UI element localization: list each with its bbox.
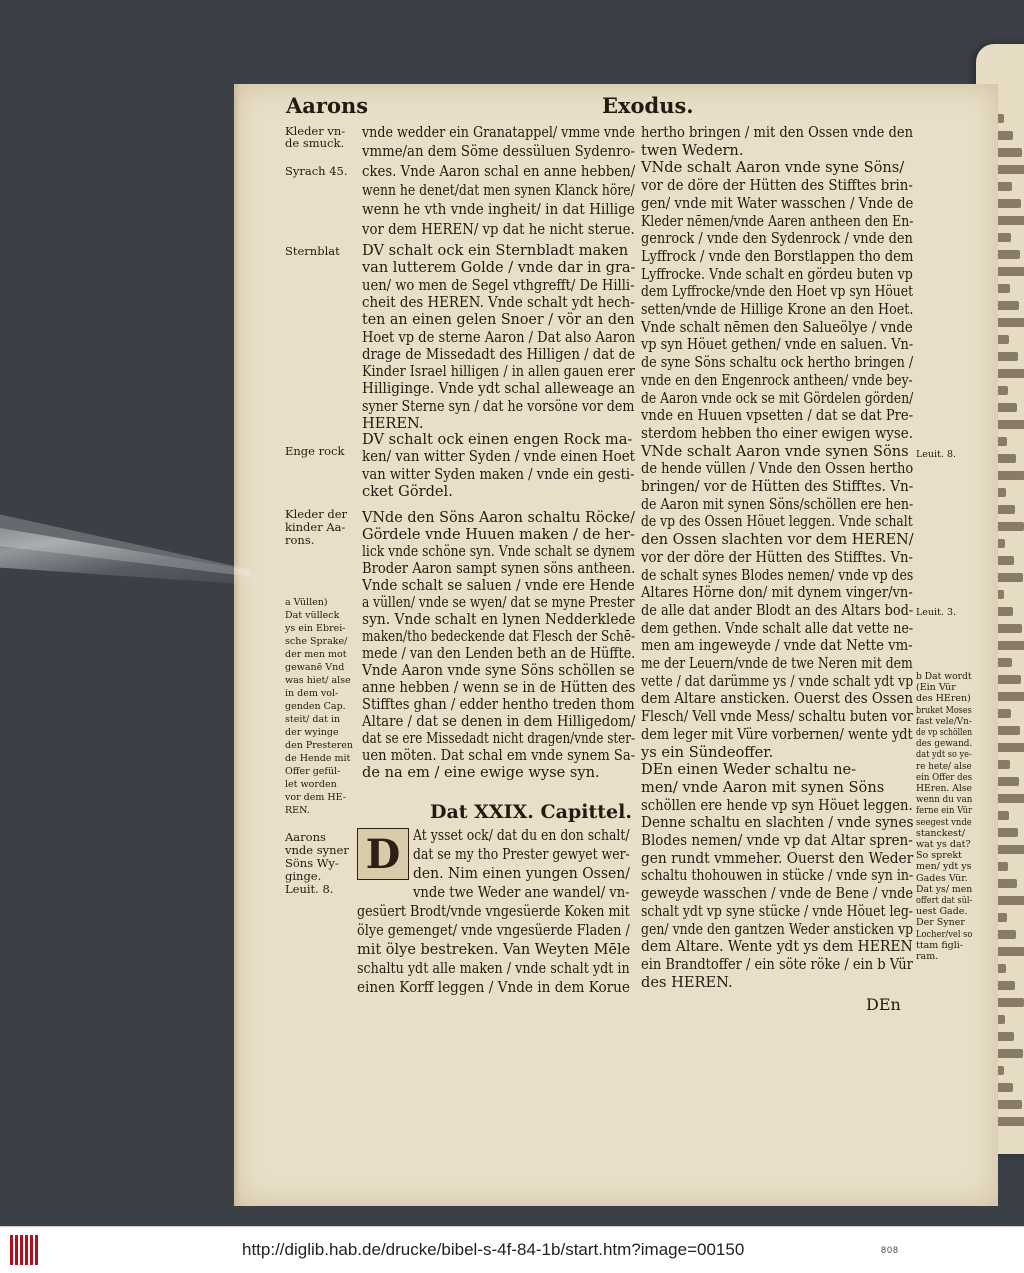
margin-note: REN. [285,805,310,816]
text-line: gen/ vnde den gantzen Weder ansticken vp [641,920,914,938]
margin-note: der wyinge [285,727,339,738]
text-line: schaltu ydt alle maken / vnde schalt ydt in [357,960,630,977]
margin-note: steit/ dat in [285,714,341,725]
text-line: dem gethen. Vnde schalt alle dat vette ne- [641,619,914,637]
text-line: anne hebben / wenn se in de Hütten des [362,679,636,696]
margin-note: HEren. Alse [916,783,972,794]
text-line: Hilliginge. Vnde ydt schal alleweage an [362,380,636,398]
text-line: vnde en Huuen vpsetten / dat se dat Pre- [641,407,914,425]
margin-note: Dat ys/ men [916,883,973,895]
margin-note: kinder Aa- [285,520,346,534]
text-line: twen Wedern. [641,141,744,159]
text-line: vette / dat darümme ys / vnde schalt ydt vp [641,672,914,690]
running-head-left: Aarons [286,93,369,118]
text-line: DV schalt ock ein Sternbladt maken [362,242,629,259]
margin-note: let worden [285,779,337,790]
text-line: Gördele vnde Huuen maken / de her- [362,526,635,543]
margin-note: Gades Vür. [916,872,968,884]
text-line: sterdom hebben tho einer ewigen wyse. [641,424,913,442]
text-line: Vnde schalt nēmen den Salueölye / vnde [641,318,913,336]
text-line: syner Sterne syn / dat he vorsöne vor dem [362,397,635,415]
margin-note: Aarons [285,830,326,844]
margin-note: Söns Wy- [285,856,339,870]
margin-note: a Vüllen) [285,597,328,608]
margin-note: Kleder vn- [285,124,346,138]
margin-note: seegest vnde [916,816,972,828]
margin-note: ginge. [285,869,322,883]
margin-note: Locher/vel so [916,928,973,940]
text-line: Denne schaltu en slachten / vnde synes [641,814,914,832]
permalink-url[interactable]: http://diglib.hab.de/drucke/bibel-s-4f-84-1b/start.htm?image=00150 [242,1240,745,1259]
text-line: vor de döre der Hütten des Stifftes brin- [641,177,913,195]
margin-note: gewanē Vnd [285,662,345,673]
margin-note: uest Gade. [916,906,968,918]
text-line: schaltu thohouwen in stücke / vnde syn in- [641,867,914,885]
library-logo-icon[interactable] [10,1235,38,1265]
margin-note: sche Sprake/ [285,636,348,647]
margin-note: wenn du van [916,794,973,806]
margin-note: ein Offer des [916,771,973,783]
text-line: de hende vüllen / Vnde den Ossen hertho [641,460,914,478]
text-line: wenn he denet/dat men synen Klanck höre/ [362,181,635,199]
text-line: At ysset ock/ dat du en don schalt/ [413,827,630,844]
text-line: den. Nim einen yungen Ossen/ [413,865,630,882]
text-line: DV schalt ock einen engen Rock ma- [362,431,633,448]
text-line: dem leger mit Vüre vorbernen/ wente ydt [641,725,913,743]
text-line: bringen/ vor de Hütten des Stifftes. Vn- [641,478,914,495]
text-line: den Ossen slachten vor dem HEREN/ [641,531,914,549]
text-line: de alle dat ander Blodt an des Altars bod- [641,601,914,619]
margin-note: rons. [285,533,315,547]
margin-note: Enge rock [285,444,345,458]
text-line: cheit des HEREN. Vnde schalt ydt hech- [362,293,635,311]
margin-note: de vp schöllen [916,727,973,738]
text-line: dem Altare ansticken. Ouerst des Ossen [641,690,914,708]
decorated-initial: D [357,828,409,880]
chapter-heading: Dat XXIX. Capittel. [430,801,632,823]
text-line: de vp des Ossen Höuet leggen. Vnde schalt [641,513,913,531]
text-line: ken/ van witter Syden / vnde einen Hoet [362,448,635,466]
text-line: wenn he vth vnde ingheit/ in dat Hillige [362,201,635,219]
text-line: uen möten. Dat schal em vnde synem Sa- [362,747,636,764]
text-line: drage de Missedadt des Hilligen / dat de [362,345,635,363]
margin-note: Leuit. 8. [285,882,334,896]
text-line: cket Gördel. [362,482,453,500]
text-line: syn. Vnde schalt en lynen Nedderklede [362,611,636,628]
text-line: vnde en den Engenrock antheen/ vnde bey- [641,371,913,389]
margin-note: Sternblat [285,244,340,258]
text-line: schalt ydt vp syne stücke / vnde Höuet leg- [641,902,914,920]
viewer-footer [0,1226,1024,1273]
text-line: dem Altare. Wente ydt ys dem HEREN [641,938,913,956]
text-line: HEREN. [362,415,424,432]
margin-note: bruket Moses [916,704,972,716]
text-line: de syne Söns schaltu ock hertho bringen / [641,354,914,372]
text-line: geweyde wasschen / vnde de Bene / vnde [641,885,914,903]
text-line: vmme/an dem Söme dessüluen Sydenro- [362,143,635,161]
text-line: mede / van den Lenden beth an de Hüffte. [362,645,636,662]
margin-note: re hete/ alse [916,760,972,772]
margin-note: vnde syner [285,843,349,857]
text-line: einen Korff leggen / Vnde in dem Korue [357,979,630,996]
text-line: hertho bringen / mit den Ossen vnde den [641,124,914,141]
text-line: vnde twe Weder ane wandel/ vn- [413,884,630,901]
text-line: Lyffrocke. Vnde schalt en gördeu buten vp [641,265,913,283]
margin-note: de smuck. [285,136,345,150]
margin-note: genden Cap. [285,701,346,712]
text-line: VNde den Söns Aaron schaltu Röcke/ [362,509,635,526]
margin-note: ram. [916,951,939,962]
text-line: vor dem HEREN/ vp dat he nicht sterue. [362,220,635,238]
margin-note: ys ein Ebrei- [285,623,346,634]
margin-note: offert dat sül- [916,895,973,906]
text-line: DEn einen Weder schaltu ne- [641,761,857,779]
margin-note: wat ys dat? [916,839,971,850]
text-line: a vüllen/ vnde se wyen/ dat se myne Prester [362,594,635,611]
margin-note: was hiet/ alse [285,675,351,686]
text-line: ckes. Vnde Aaron schal en anne hebben/ [362,162,636,180]
text-line: me der Leuern/vnde de twe Neren mit dem [641,655,913,672]
margin-note: Der Syner [916,917,965,929]
text-line: Vnde Aaron vnde syne Söns schöllen se [362,662,635,679]
text-line: van witter Syden maken / vnde ein gesti- [362,465,635,483]
margin-note: de Hende mit [285,753,351,764]
text-line: Blodes nemen/ vnde vp dat Altar spren- [641,832,913,849]
margin-note: dat ydt so ye- [916,749,972,761]
margin-note: der men mot [285,649,347,660]
text-line: de na em / eine ewige wyse syn. [362,764,600,781]
margin-note: fast vele/Vn- [916,715,972,727]
text-line: Flesch/ Vell vnde Mess/ schaltu buten vor [641,708,913,726]
margin-note: ttam figli- [916,939,964,951]
text-line: setten/vnde de Hillige Krone an den Hoet. [641,301,914,318]
margin-note: stanckest/ [916,827,966,839]
margin-note: den Presteren [285,740,353,751]
margin-note: ferne ein Vür [916,805,973,817]
text-line: van lutterem Golde / vnde dar in gra- [362,259,636,277]
text-line: gesüert Brodt/vnde vngesüerde Koken mit [357,903,630,920]
text-line: Stifftes ghan / edder hentho treden thom [362,696,635,713]
text-line: Altares Hörne don/ mit dynem vinger/vn- [641,584,913,602]
catchword: DEn [866,995,901,1014]
margin-note: b Dat wordt [916,671,972,682]
margin-note: Kleder der [285,507,348,521]
text-line: de Aaron vnde ock se mit Gördelen görden/ [641,389,914,407]
text-line: gen rundt vmmeher. Ouerst den Weder [641,849,914,867]
text-line: vnde wedder ein Granatappel/ vmme vnde [362,124,635,141]
margin-note: des gewand. [916,738,973,750]
margin-note: vor dem HE- [285,792,346,803]
text-line: VNde schalt Aaron vnde syne Söns/ [641,159,905,177]
text-line: Hoet vp de sterne Aaron / Dat also Aaron [362,328,636,346]
text-line: ein Brandtoffer / ein söte röke / ein b Vür [641,955,913,973]
text-line: vor der döre der Hütten des Stifftes. Vn- [641,548,914,566]
text-line: Altare / dat se denen in dem Hilligedom/ [362,713,636,730]
text-line: Kinder Israel hilligen / in allen gauen erer [362,363,635,381]
text-line: Lyffrock / vnde den Borstlappen tho dem [641,247,914,265]
margin-note: des HEren) [916,693,971,705]
text-line: gen/ vnde mit Water wasschen / Vnde de [641,194,914,212]
text-line: de Aaron mit synen Söns/schöllen ere hen- [641,495,914,513]
text-line: vp syn Höuet gethen/ vnde en saluen. Vn- [641,336,914,354]
running-head-center: Exodus. [602,93,694,118]
margin-note: Leuit. 3. [916,607,957,618]
text-line: lick vnde schöne syn. Vnde schalt se dynem [362,543,636,560]
text-line: Broder Aaron sampt synen söns antheen. [362,560,636,577]
page-indicator: 808 [881,1245,900,1255]
margin-note: in dem vol- [285,688,339,699]
text-line: Vnde schalt se saluen / vnde ere Hende [362,577,635,594]
text-line: VNde schalt Aaron vnde synen Söns [641,442,909,460]
text-line: dat se my tho Prester gewyet wer- [413,846,630,863]
text-line: des HEREN. [641,973,733,991]
text-line: uen/ wo men de Segel vthgrefft/ De Hilli- [362,276,635,294]
margin-note: So sprekt [916,850,962,862]
text-line: de schalt synes Blodes nemen/ vnde vp des [641,566,914,584]
text-line: ten an einen gelen Snoer / vör an den [362,311,635,329]
margin-note: Offer gefül- [285,766,341,777]
text-line: mit ölye bestreken. Van Weyten Mēle [357,941,631,958]
text-line: genrock / vnde den Sydenrock / vnde den [641,230,913,248]
margin-note: Leuit. 8. [916,449,957,460]
text-line: men am ingeweyde / vnde dat Nette vm- [641,637,913,655]
text-line: ys ein Sündeoffer. [641,743,774,761]
text-line: men/ vnde Aaron mit synen Söns [641,778,885,796]
text-line: schöllen ere hende vp syn Höuet leggen. [641,796,913,814]
margin-note: men/ ydt ys [916,861,972,873]
text-line: dem Lyffrocke/vnde den Hoet vp syn Höuet [641,283,914,301]
text-line: maken/tho bedeckende dat Flesch der Schē- [362,628,636,645]
margin-note: (Ein Vür [916,682,956,694]
margin-note: Syrach 45. [285,164,348,178]
text-line: dat se ere Missedadt nicht dragen/vnde ster- [362,730,636,747]
text-line: ölye gemenget/ vnde vngesüerde Fladen / [357,922,630,939]
margin-note: Dat vülleck [285,610,340,621]
text-line: Kleder nēmen/vnde Aaren antheen den En- [641,212,914,230]
